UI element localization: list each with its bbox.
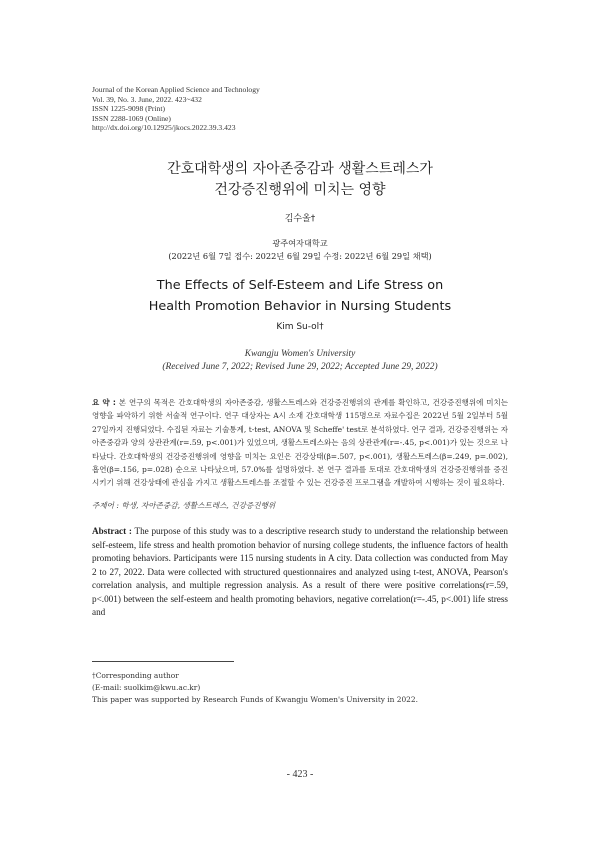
journal-doi[interactable]: http://dx.doi.org/10.12925/jkocs.2022.39.3.423	[92, 123, 236, 133]
abstract-english	[92, 525, 508, 620]
abstract-korean-text: 본 연구의 목적은 간호대학생의 자아존중감, 생활스트레스와 건강증진행위의 관계를 확인하고, 건강증진행위에 미치는 영향을 파악하기 위한 서술적 연구이다. 연구 대상자는 A시 소재 간호대학생 115명으로 자료수집은 2022년 5월 2일부터 5월 27일까지 진행되었다. 수집된 자료는 기술통계, t-test, ANOVA 및 Scheffe' test로 분석하였다. 연구 결과, 건강증진행위는 자아존중감과 양의 상관관계(r=.59, p<.001)가 있었으며, 생활스트레스와는 음의 상관관계(r=-.45, p<.001)가 있는 것으로 나타났다. 간호대학생의 건강증진행위에 영향을 미치는 요인은 건강상태(β=.507, p<.001), 생활스트레스(β=.249, p=.002), 흡연(β=.156, p=.028) 순으로 나타났으며, 57.0%를 설명하였다. 본 연구 결과를 토대로 간호대학생의 건강증진행위를 증진시키기 위해 건강상태에 관심을 가지고 생활스트레스를 조절할 수 있는 건강증진 프로그램을 개발하여 시행하는 것이 필요하다.	[92, 398, 508, 488]
journal-name: Journal of the Korean Applied Science and Technology	[92, 85, 260, 94]
affiliation-english-institution: Kwangju Women's University	[244, 349, 356, 359]
affiliation-korean	[0, 237, 600, 262]
journal-info	[92, 85, 392, 133]
title-korean	[0, 159, 600, 201]
title-korean-line-2: 건강증진행위에 미치는 영향	[214, 182, 386, 198]
journal-volume: Vol. 39, No. 3. June, 2022. 423~432	[92, 94, 202, 104]
keywords-korean: 주제어 : 학생, 자아존중감, 생활스트레스, 건강증진행위	[92, 501, 276, 510]
abstract-korean-label: 요 약 :	[92, 398, 116, 407]
author-korean: 김수올†	[284, 214, 316, 224]
abstract-english-label: Abstract :	[92, 526, 132, 536]
journal-issn-print: ISSN 1225-9098 (Print)	[92, 104, 165, 114]
affiliation-korean-institution: 광주여자대학교	[272, 238, 328, 248]
footnote-email: (E-mail: suolkim@kwu.ac.kr)	[92, 683, 201, 693]
footnote-funding: This paper was supported by Research Funds of Kwangju Women's University in 2022.	[92, 695, 418, 705]
title-english	[0, 276, 600, 317]
author-english: Kim Su-ol†	[276, 322, 324, 332]
abstract-korean	[92, 396, 508, 490]
footnote-divider	[92, 661, 234, 662]
title-english-line-2: Health Promotion Behavior in Nursing Students	[148, 298, 452, 314]
affiliation-korean-dates: (2022년 6월 7일 접수: 2022년 6월 29일 수정: 2022년 6월 29일 채택)	[168, 250, 432, 261]
footnote-corresponding-author: †Corresponding author	[92, 671, 179, 680]
page-number: - 423 -	[286, 769, 314, 780]
title-korean-line-1: 간호대학생의 자아존중감과 생활스트레스가	[167, 161, 433, 177]
footnotes	[92, 670, 508, 707]
affiliation-english-dates: (Received June 7, 2022; Revised June 29, 2022; Accepted June 29, 2022)	[162, 362, 438, 373]
title-english-line-1: The Effects of Self-Esteem and Life Stress on	[156, 278, 444, 293]
journal-issn-online: ISSN 2288-1069 (Online)	[92, 113, 171, 123]
affiliation-english	[0, 348, 600, 374]
abstract-english-text: The purpose of this study was to a descriptive research study to understand the relationship between self-esteem, life stress and health promotion behavior of nursing college students, the influence factors of health promoting behaviors. Participants were 115 nursing students in A city. Data collection was conducted from May 2 to 27, 2022. Data were collected with structured questionnaires and analyzed using t-test, ANOVA, Pearson's correlation analysis, and multiple regression analysis. As a result of there were positive correlations(r=.59, p<.001) between the self-esteem and health promoting behaviors, negative correlation(r=-.45, p<.001) life stress and	[92, 526, 508, 617]
